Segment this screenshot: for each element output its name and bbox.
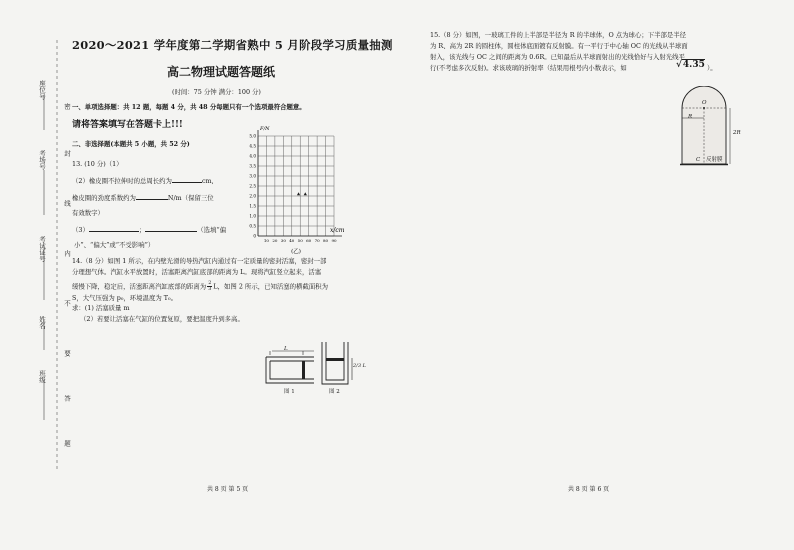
q13-line3: 橡皮圈的劲度系数约为 N/m（保留三位 [72,194,214,202]
q13-line5: （3） ； （选填“偏 [72,226,227,234]
exam-title: 2020～2021 学年度第二学期省熟中 5 月阶段学习质量抽测 [72,38,393,52]
q15-line4: 行(不考虑多次反射)。求该玻璃的折射率（结果用根号内小数表示，如 [430,64,627,72]
q13-head: 13. (10 分)（1） [72,160,123,168]
y-axis-label: F/N [260,126,270,132]
y-tick-label: 3.5 [249,163,256,169]
seal-char: 密 [63,103,71,110]
fig2-length-label: 2/3 L [353,363,366,369]
y-tick-label: 0.5 [249,223,256,229]
exam-room-label: 考试证号 [38,236,46,262]
fig1-length-label: L [284,346,288,352]
q14-line5: 求：(1) 活塞质量 m [72,304,130,312]
fig-label-o: O [702,100,707,106]
y-tick-label: 3.0 [249,173,256,179]
fig-label-film: 反射膜 [706,157,723,163]
x-axis-label: x/cm [330,227,345,234]
q15-line3: 射入，该光线与 OC 之间的距离为 0.6R。已知最后从半球面射出的光线恰好与入射光线平 [430,53,685,61]
cylinder-fig2 [318,338,358,388]
q15-line2: 为 R、高为 2R 的圆柱体，圆柱体底面镀有反射膜。有一平行于中心轴 OC 的光线从半球面 [430,42,688,50]
y-tick-label: 4.0 [249,153,256,159]
seat-label: 座位号 [38,80,46,100]
page-number-left: 共 8 页 第 5 页 [207,486,249,493]
fig-label-c: C [696,157,701,163]
q13-line2: （2）橡皮圈不拉伸时的总周长约为 cm, [72,177,214,185]
fig2-caption: 图 2 [329,389,340,395]
q14-line4: S，大气压强为 p₀，环境温度为 T₀。 [72,294,177,302]
x-tick-label: 90 [331,238,337,243]
class-label: 班级 [38,370,46,383]
seal-char: 答 [63,395,71,402]
exam-no-label: 考场号 [38,150,46,170]
x-tick-label: 30 [280,238,286,243]
q14-line2: 分理想气体。汽缸水平放置时，活塞距离汽缸底部的距离为 L。现将汽缸竖立起来，活塞 [72,268,322,276]
y-tick-label: 5.0 [249,133,256,139]
seal-char: 不 [63,300,71,307]
y-tick-label: 2.0 [249,193,256,199]
fig1-caption: 图 1 [284,389,295,395]
x-tick-label: 10 [263,238,269,243]
q13-line6: 小”、“偏大”或“不受影响”） [74,241,155,249]
page-number-right: 共 8 页 第 6 页 [568,486,610,493]
sqrt-example: √4.35 [676,60,705,70]
fx-graph [240,124,352,256]
seal-char: 封 [63,150,71,157]
y-tick-label: 1.5 [249,203,256,209]
data-point [304,192,307,195]
fig-label-r: R [688,114,693,120]
graph-caption: (乙) [291,249,301,255]
y-tick-label: 1.0 [249,213,256,219]
y-tick-label: 4.5 [249,143,256,149]
cylinder-fig1 [262,343,322,389]
data-point [297,192,300,195]
q14-line6: （2）若要让活塞在气缸的位置复原，要把温度升到多高。 [80,315,244,323]
fig-label-2r: 2R [733,130,741,136]
q13-line4: 有效数字） [72,209,104,217]
seal-char: 线 [63,200,71,207]
name-label: 姓名 [38,316,46,329]
seal-char: 内 [63,250,71,257]
section1-text: 一、单项选择题：共 12 题，每题 4 分，共 48 分每题只有一个选项最符合题意。 [72,103,306,111]
section1-notice: 请将答案填写在答题卡上!!! [72,120,183,130]
q15-line4-end: ）。 [707,64,717,72]
x-tick-label: 60 [306,238,312,243]
q14-line3: 缓慢下降，稳定后，活塞距离汽缸底部的距离为$\frac{2}{3}L$，如图 2 所示，已知活塞的横截面积为 [72,280,329,292]
seal-char: 要 [63,350,71,357]
y-tick-label: 2.5 [249,183,256,189]
x-tick-label: 80 [323,238,329,243]
seal-char: 题 [63,440,71,447]
q15-line1: 15.（8 分）如图，一玻璃工件的上半部是半径为 R 的半球体，O 点为球心；下半部是半径 [430,31,687,39]
sheet-subtitle: 高二物理试题答题纸 [167,65,276,79]
time-info: (时间：75 分钟 满分：100 分) [172,88,261,96]
section2-text: 二、非选择题(本题共 5 小题，共 52 分) [72,140,190,148]
x-tick-label: 20 [272,238,278,243]
x-tick-label: 50 [297,238,303,243]
x-tick-label: 70 [314,238,320,243]
q14-line1: 14.（8 分）如图 1 所示，在内壁光滑的导热汽缸内通过有一定质量的密封活塞，密封一部 [72,257,327,265]
x-tick-label: 40 [289,238,295,243]
y-tick-label: 0 [253,233,256,239]
